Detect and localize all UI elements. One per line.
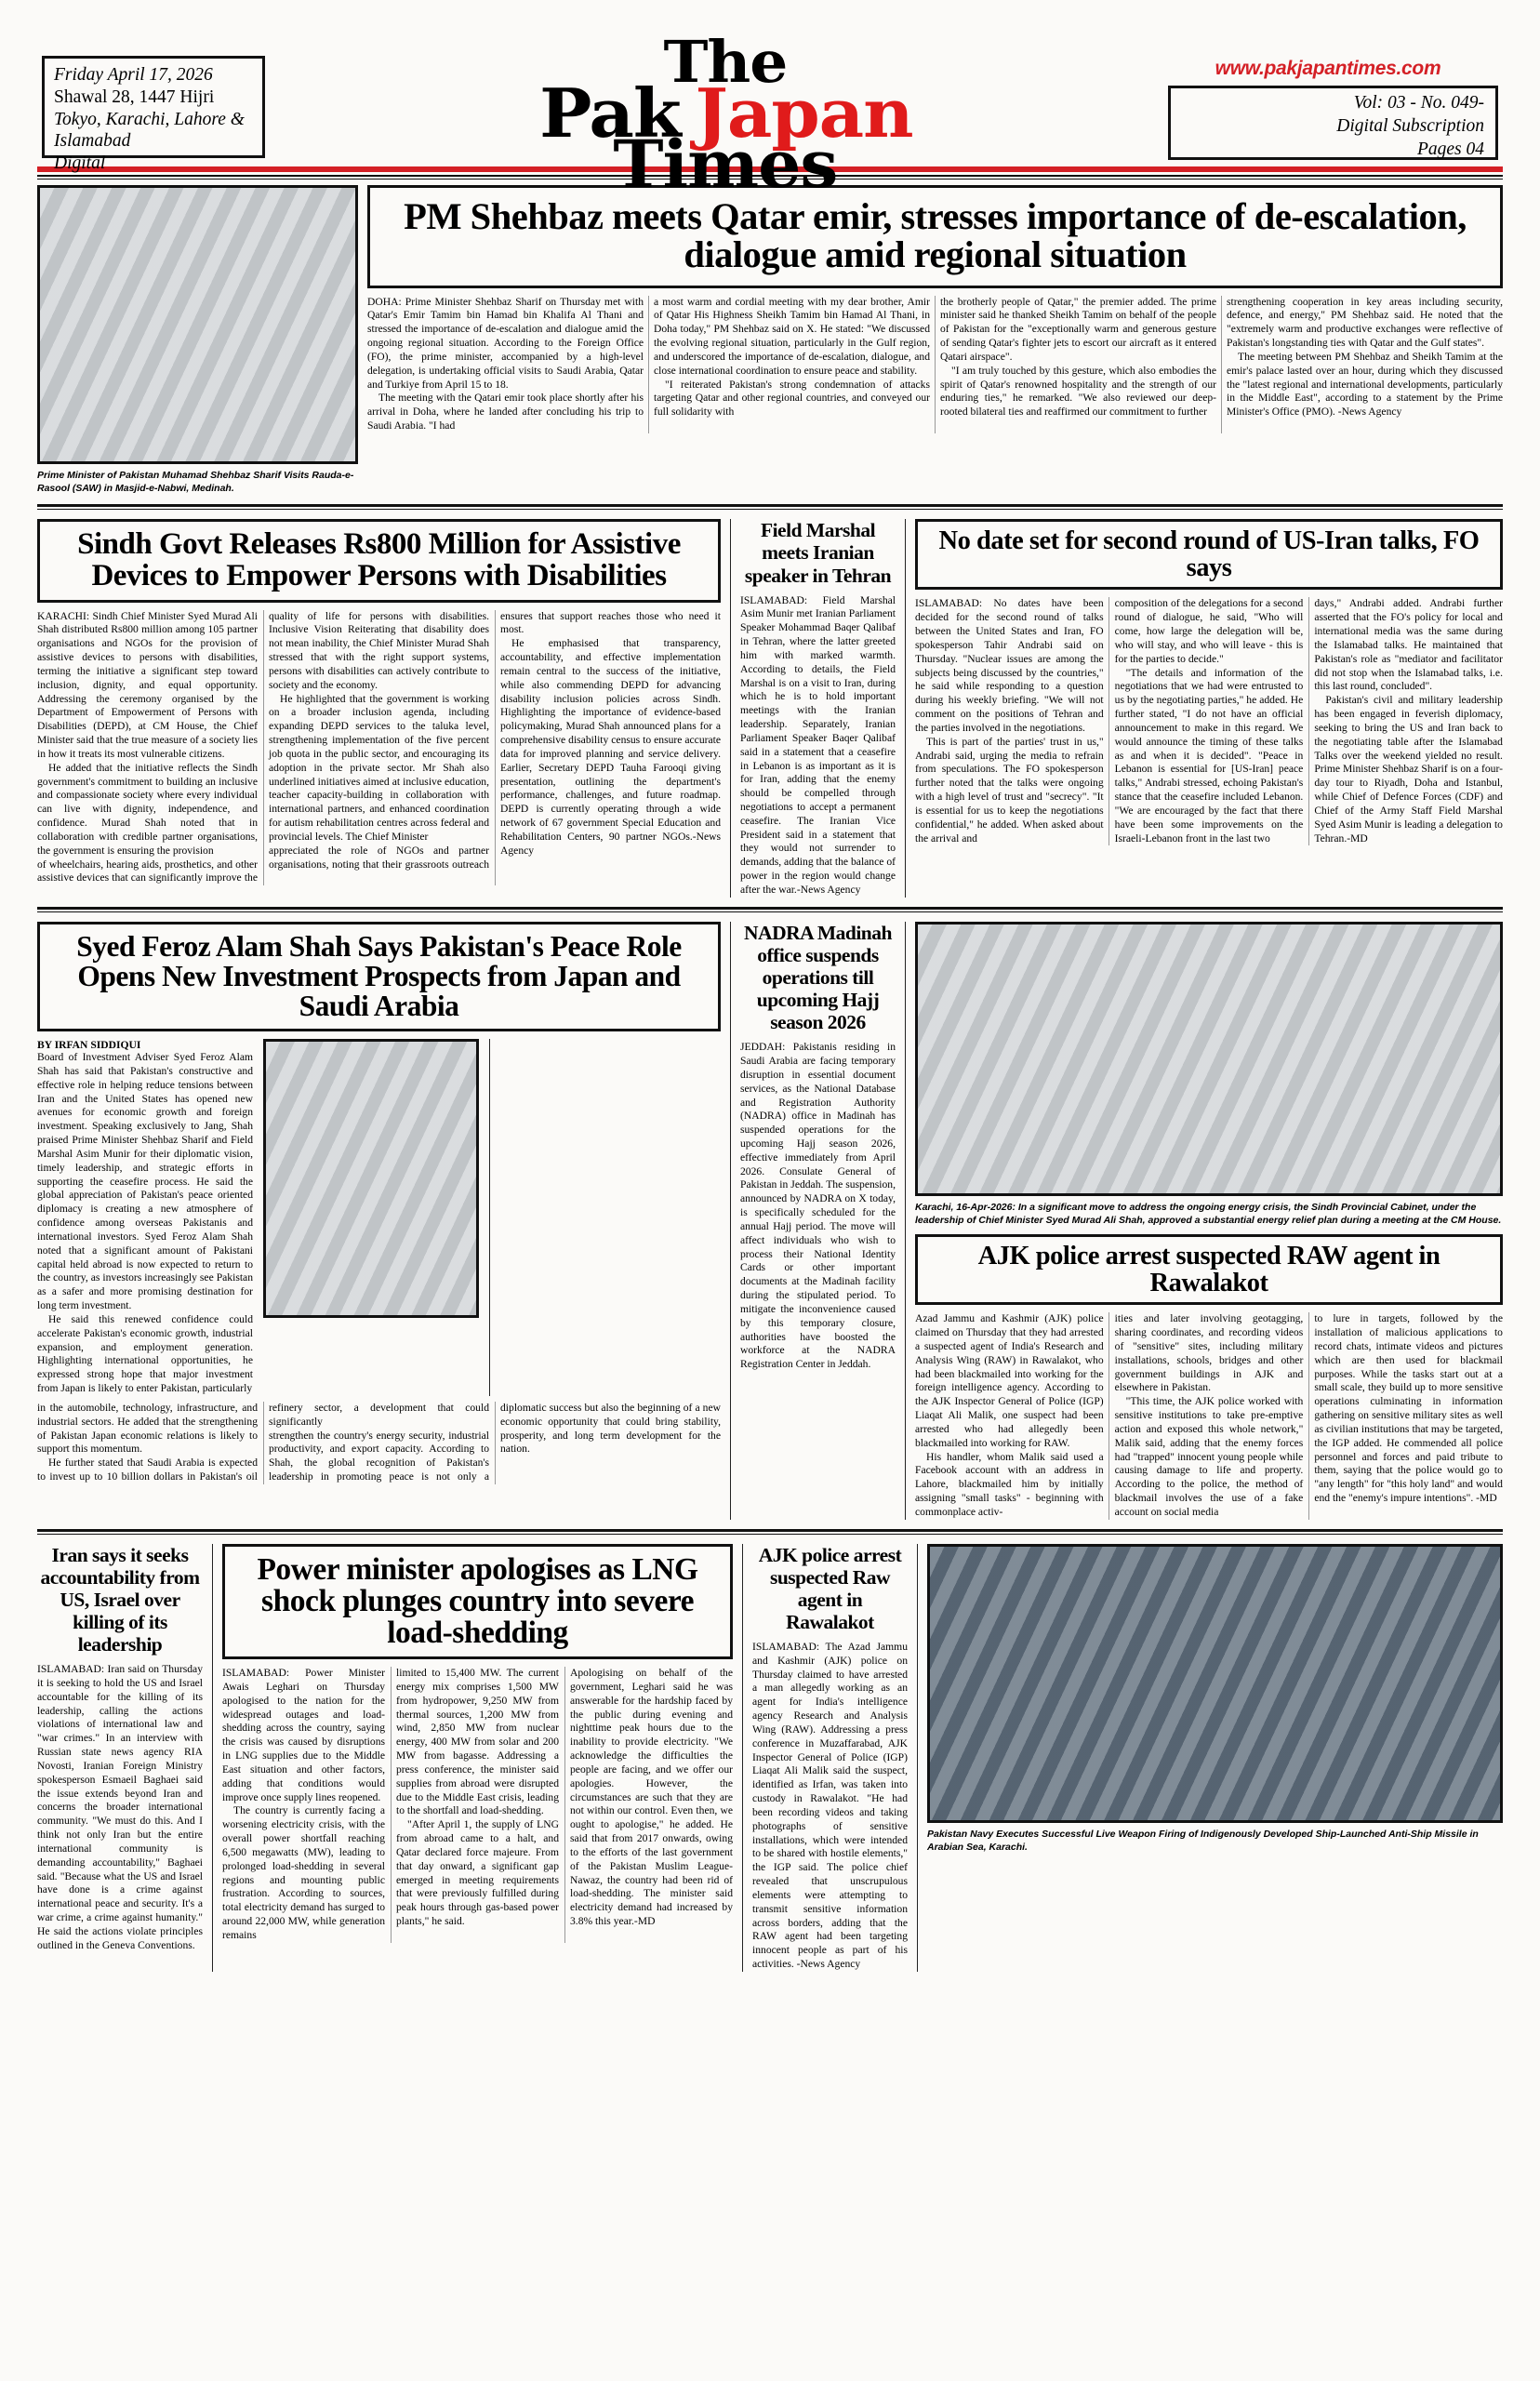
website-url[interactable]: www.pakjapantimes.com: [1215, 58, 1441, 79]
sindh-col3b: He emphasised that transparency, accountability, and effective implementation remain central to the success of the initiative, while also commending DEPD for advancing disability inclusion policies across Sindh. Highlighting the importance of evidence-based policymaking, Murad Shah announced plans for a comprehensive disability census to ensure accurate data for improved planning and service delivery. Earlier, Secretary DEPD Tauha Farooqi giving presentation, outlining the department's performance, challenges, and future roadmap. DEPD is currently operating through a wide network of 67 government Special Education and Rehabilitation Centers, 90 partner NGOs.-News Agency: [500, 637, 721, 857]
feroz-headline-box: [37, 922, 721, 1031]
ajk-col1b: His handler, whom Malik said used a Facebook account with an address in Lahore, blackmailed him by initially assigning "small tasks" - beginning with commonplace activ-: [915, 1450, 1104, 1518]
nadra-body: JEDDAH: Pakistanis residing in Saudi Arabia are facing temporary disruption in essential document services, as the National Database and Registration Authority (NADRA) office in Madinah has suspended operations for the upcoming Hajj season 2026, effective immediately from April 2026. Consulate General of Pakistan in Jeddah. The suspension, announced by NADRA on X today, is specifically scheduled for the annual Hajj period. The move will affect individuals who wish to process their National Identity Cards or other important documents at the Madinah facility during the stipulated period. To mitigate the inconvenience caused by this temporary closure, authorities have boosted the workforce at the NADRA Registration Center in Jeddah.: [740, 1041, 896, 1371]
power-col1: ISLAMABAD: Power Minister Awais Leghari on Thursday apologised to the nation for the widespread outages and load-shedding across the country, saying the crisis was caused by disruptions in LNG supplies due to the Middle East situation and other factors, adding that conditions would improve once supply lines reopened.: [222, 1667, 385, 1803]
cm-house-caption: Karachi, 16-Apr-2026: In a significant move to address the ongoing energy crisis, the Sindh Provincial Cabinet, under the leadership of Chief Minister Syed Murad Ali Shah, approved a substantial energy relief plan during a meeting at the CM House.: [915, 1201, 1502, 1226]
us-iran-body: [915, 597, 1503, 845]
lead-photo: [37, 185, 358, 464]
navy-missile-photo: [927, 1544, 1503, 1823]
feroz-col-right-wrap: [489, 1039, 721, 1396]
nadra-headline[interactable]: NADRA Madinah office suspends operations till upcoming Hajj season 2026: [744, 921, 892, 1034]
band-four: [37, 1544, 1503, 1972]
feroz-body-bottom: [37, 1402, 721, 1484]
feroz-col2: in the automobile, technology, infrastructure, and industrial sectors. He added that the strengthening of Pakistan Japan economic relations is likely to support this momentum.: [37, 1401, 258, 1456]
feroz-col3: strengthen the country's energy security, industrial productivity, and export capacity. According to Shah, the global recognition of Pakistan's leadership in promoting peace is not only a diplomatic success but also the beginning of a new economic opportunity that could bring stability, prosperity, and long term development for the nation.: [269, 1401, 721, 1483]
lead-text-block: [367, 185, 1503, 495]
sindh-col2b: He highlighted that the government is working on a broader inclusion agenda, including expanding DEPD services to the taluka level, strengthening implementation of the five percent job quota in the public sector, and encouraging its adoption in the private sector. Mr Shah also underlined initiatives aimed at inclusive education, teacher capacity-building in collaboration with international partners, and enhanced coordination for autism rehabilitation centres across federal and provincial levels. The Chief Minister: [269, 692, 489, 843]
feroz-headline[interactable]: Syed Feroz Alam Shah Says Pakistan's Peace Role Opens New Investment Prospects from Japan and Saudi Arabia: [76, 929, 682, 1023]
iran-accountability-headline[interactable]: Iran says it seeks accountability from US, Israel over killing of its leadership: [40, 1543, 200, 1656]
nameplate-pak: Pak: [538, 73, 681, 153]
section-divider-1: [37, 504, 1503, 507]
editions-line1: Tokyo, Karachi, Lahore &: [54, 109, 245, 129]
field-marshal-headline[interactable]: Field Marshal meets Iranian speaker in Tehran: [744, 519, 892, 587]
power-col3: Apologising on behalf of the government, Leghari said he was answerable for the hardship faced by the public during evening and nighttime peak hours due to the inability to provide electricity. "We acknowledge the difficulties the people are facing, and we offer our apologies. However, the circumstances are such that they are not within our control. Even then, we ought to apologise," he added. He said that from 2017 onwards, owing to the efforts of the last government of the Pakistan Muslim League-Nawaz, the country had been rid of load-shedding. The minister said electricity demand had increased by 3.8% this year.-MD: [570, 1667, 733, 1928]
feroz-story: [37, 922, 721, 1520]
nameplate-japan: Japan: [695, 73, 913, 153]
iran-accountability-story: [37, 1544, 203, 1972]
editions-line3: Digital: [54, 153, 106, 174]
gregorian-date: Friday April 17, 2026: [54, 65, 213, 85]
navy-photo-caption: Pakistan Navy Executes Successful Live Weapon Firing of Indigenously Developed Ship-Launched Anti-Ship Missile in Arabian Sea, Karachi.: [927, 1828, 1479, 1853]
us-iran-col1: ISLAMABAD: No dates have been decided for the second round of talks between the United States and Iran, FO spokesperson Tahir Andrabi said on Thursday. "Nuclear issues are among the subjects being discussed by the countries," he said while responding to a question during his weekly briefing. "We will not comment on the positions of Tehran and the parties involved in the negotiations.: [915, 597, 1104, 734]
lead-col4-text: strengthening cooperation in key areas including security, defence, and energy," PM Shehbaz said. He noted that the "extremely warm and productive exchanges were reflective of Pakistan's longstanding ties with Qatar and the Gulf states".: [1227, 295, 1503, 350]
us-iran-col2b: "The details and information of the negotiations that we had were entrusted to us by the negotiating parties," he added. He further stated, "I do not have an official announcement to make in this regard. We would announce the timing of these talks as and when it is decided". "Peace in Lebanon is essential for [US-Iran] peace talks," Andrabi stressed, echoing Pakistan's stance that the ceasefire included Lebanon. "We are encouraged by the fact that there have been some improvements on the Israeli-Lebanon front in the last two: [1114, 666, 1304, 845]
page-count: Pages 04: [1416, 139, 1484, 159]
lead-col1b-text: The meeting with the Qatari emir took place shortly after his arrival in Doha, where he landed after concluding his trip to Saudi Arabia. "I had: [367, 392, 644, 432]
sindh-col2: of wheelchairs, hearing aids, prosthetics, and other assistive devices that can significantly improve the quality of life for persons with disabilities. Inclusive Vision Reiterating that disability does not mean inability, the Chief Minister Murad Shah stressed that with the right support systems, persons with disabilities can actively contribute to society and the economy.: [37, 609, 489, 885]
power-headline-box: [222, 1544, 733, 1659]
power-headline[interactable]: Power minister apologises as LNG shock plunges country into severe load-shedding: [257, 1551, 698, 1650]
power-col2b: "After April 1, the supply of LNG from abroad came to a halt, and Qatar declared force majeure. From that day onward, a significant gap emerged in meeting requirements that were previously fulfilled during peak hours through gas-based power plants," he said.: [396, 1818, 559, 1928]
feroz-byline: BY IRFAN SIDDIQUI: [37, 1039, 141, 1052]
ajk-small-story: [742, 1544, 908, 1972]
ajk-small-headline[interactable]: AJK police arrest suspected Raw agent in Rawalakot: [758, 1543, 902, 1633]
us-iran-col3: days," Andrabi added. Andrabi further asserted that the FO's policy for local and international media was the same during the Islamabad talks. He maintained that Pakistan's role as "mediator and facilitator did not stop when the Islamabad talks, i.e. this last round, concluded".: [1314, 597, 1503, 693]
date-box: [42, 56, 265, 174]
lead-headline[interactable]: PM Shehbaz meets Qatar emir, stresses importance of de-escalation, dialogue amid regional situation: [404, 195, 1467, 276]
lead-photo-caption: Prime Minister of Pakistan Muhamad Shehbaz Sharif Visits Rauda-e-Rasool (SAW) in Masjid-e-Nabwi, Medinah.: [37, 470, 354, 495]
ajk-column: [905, 922, 1503, 1520]
us-iran-col2: composition of the delegations for a second round of dialogue, he said, "Who will come, how large the delegation will be, who will stay, and who will leave - this is for the parties to decide.": [1114, 597, 1304, 665]
feroz-col1b: He said this renewed confidence could accelerate Pakistan's economic growth, industrial expansion, and employment generation. Highlighting international opportunities, he expressed strong hope that major investment from Japan is likely to enter Pakistan, particularly: [37, 1312, 253, 1395]
lead-body: [367, 296, 1503, 433]
ajk-col1: Azad Jammu and Kashmir (AJK) police claimed on Thursday that they had arrested a suspected agent of India's Research and Analysis Wing (RAW) in Rawalakot, who had been blackmailed into working for the foreign intelligence agency. According to the AJK Inspector General of Police (IGP) Liaqat Ali Malik, one suspect had been arrested who had allegedly been blackmailed into working for RAW.: [915, 1312, 1104, 1449]
sindh-col1b: He added that the initiative reflects the Sindh government's commitment to building an inclusive and compassionate society where every individual can live with dignity, independence, and confidence. Murad Shah noted that in collaboration with credible partner organisations, the government is ensuring the provision: [37, 761, 258, 857]
lead-story: [37, 185, 1503, 495]
feroz-content: [37, 1039, 721, 1396]
lead-photo-block: [37, 185, 358, 495]
ajk-headline-box: [915, 1234, 1503, 1305]
nameplate-the: The: [663, 28, 788, 96]
lead-col3b-text: "I am truly touched by this gesture, which also embodies the spirit of Qatar's renowned hospitality and the strength of our enduring ties," he remarked. "We also reviewed our deep-rooted bilateral ties and reaffirmed our commitment to further: [940, 364, 1216, 419]
navy-photo-block: [917, 1544, 1503, 1972]
volume-number: Vol: 03 - No. 049-: [1353, 93, 1484, 113]
us-iran-col1b: This is part of the parties' trust in us," Andrabi said, urging the media to refrain from speculations. The FO spokesperson further noted that the talks were ongoing with a high level of trust and "secrecy". "It is essential for us to keep the negotiations confidential," he added. When asked about the arrival and: [915, 735, 1104, 845]
us-iran-story: [905, 519, 1503, 897]
section-divider-3b: [37, 1534, 1503, 1535]
hijri-date: Shawal 28, 1447 Hijri: [54, 86, 215, 107]
feroz-col-left: [37, 1039, 253, 1396]
section-divider-3: [37, 1529, 1503, 1532]
iran-accountability-body: ISLAMABAD: Iran said on Thursday it is seeking to hold the US and Israel accountable for the killing of its leadership, calling the actions violations of international law and "war crimes." In an interview with Russian state news agency RIA Novosti, Iranian Foreign Ministry spokesperson Esmaeil Baghaei said the issue extends beyond Iran and concerns the broader international community. "We must do this. And I think not only Iran but the entire international community is demanding accountability," Baghaei said. "Because what the US and Israel have done is a crime against international peace and security. It's a war crime, a crime against humanity." He said the actions violate principles outlined in the Geneva Conventions.: [37, 1663, 203, 1951]
section-divider-1b: [37, 509, 1503, 510]
subscription-type: Digital Subscription: [1336, 115, 1484, 136]
power-col2: limited to 15,400 MW. The current energy mix comprises 1,500 MW from hydropower, 9,250 MW from thermal sources, 1,200 MW from wind, 2,850 MW from nuclear energy, 400 MW from solar and 200 MW from bagasse. Addressing a press conference, the minister said supplies from abroad were disrupted due to the Middle East crisis, leading to the shortfall and load-shedding.: [396, 1667, 559, 1817]
band-three: [37, 922, 1503, 1520]
lead-col1-text: DOHA: Prime Minister Shehbaz Sharif on Thursday met with Qatar's Emir Tamim bin Hamad bin Khalifa Al Thani and stressed the importance of de-escalation and dialogue amid the ongoing regional situation. According to the Foreign Office (FO), the prime minister, accompanied by a high-level delegation, is undertaking official visits to Saudi Arabia, Qatar and Turkiye from April 15 to 18.: [367, 295, 644, 391]
ajk-body: [915, 1312, 1503, 1519]
sindh-body: [37, 610, 721, 886]
power-minister-story: [212, 1544, 733, 1972]
ajk-small-body: ISLAMABAD: The Azad Jammu and Kashmir (AJK) police on Thursday claimed to have arrested a man allegedly working as an agent for India's intelligence agency Research and Analysis Wing (RAW). Addressing a press conference in Muzaffarabad, AJK Inspector General of Police (IGP) Liaqat Ali Malik said the suspect, identified as Irfan, was taken into custody in Rawalakot. "He had been recording videos and taking photographs of sensitive installations, which were intended to be shared with hostile elements," the IGP said. The police chief revealed that unscrupulous elements were attempting to transmit sensitive information across borders, adding that the RAW agent had been targeting innocent people as part of his activities. -News Agency: [752, 1641, 908, 1971]
lead-col2-text: a most warm and cordial meeting with my dear brother, Amir of Qatar His Highness Sheikh Tamim bin Hamad Al Thani, in Doha today," PM Shehbaz said on X. He stated: "We discussed the evolving regional situation, particularly in the Gulf region, and underscored the importance of de-escalation, dialogue, and close international coordination to ensure peace and stability.: [654, 295, 930, 377]
field-marshal-body: ISLAMABAD: Field Marshal Asim Munir met Iranian Parliament Speaker Mohammad Baqer Qalibaf in Tehran, where the latter greeted him with marked warmth. According to details, the Field Marshal is on a visit to Iran, during which he is to hold important meetings with the Iranian leadership. Separately, Iranian Parliament Speaker Baqer Qalibaf said in a statement that a ceasefire in Lebanon is as important as it is for Iran, adding that the enemy should be compelled through negotiations to accept a permanent ceasefire. The Iranian Vice President said in a statement that they would not surrender to demands, adding that the balance of power in the region would change after the war.-News Agency: [740, 593, 896, 896]
ajk-col3: to lure in targets, followed by the installation of malicious applications to record chats, intimate videos and pictures which are then used for blackmail purposes. While the tasks start out at a small scale, they build up to more sensitive operations culminating in information gathering on sensitive military sites as well as civilian institutions that may be targeted, the IGP added. He commended all police personnel and forces and paid tribute to them, saying that the police would go to "any length" for "this holy land" and would end the "enemy's impure intentions". -MD: [1314, 1312, 1503, 1505]
lead-col2b-text: "I reiterated Pakistan's strong condemnation of attacks targeting Qatar and other regional countries, and conveyed our full solidarity with: [654, 378, 930, 419]
section-divider-2: [37, 907, 1503, 910]
nameplate: [400, 28, 1051, 204]
nameplate-times: Times: [613, 126, 838, 204]
feroz-col2b: He further stated that Saudi Arabia is expected to invest up to 10 billion dollars in Pakistan's oil refinery sector, a development that could significantly: [37, 1401, 489, 1483]
nadra-story: [730, 922, 896, 1520]
lead-col4b-text: The meeting between PM Shehbaz and Sheikh Tamim at the emir's palace lasted over an hour, during which they discussed the "latest regional and international developments, particularly in the Middle East", according to a statement by the Prime Minister's Office (PMO). -News Agency: [1227, 350, 1503, 419]
ajk-headline[interactable]: AJK police arrest suspected RAW agent in Rawalakot: [977, 1242, 1440, 1298]
field-marshal-story: [730, 519, 896, 897]
us-iran-headline-box: [915, 519, 1503, 590]
band-two: [37, 519, 1503, 897]
section-divider-2b: [37, 911, 1503, 912]
power-col1b: The country is currently facing a worsening electricity crisis, with the overall power shortfall reaching 6,500 megawatts (MW), leading to prolonged load-shedding in several regions and mounting public frustration. According to sources, total electricity demand has surged to around 22,000 MW, while generation remains: [222, 1804, 385, 1941]
ajk-col2: ities and later involving geotagging, sharing coordinates, and recording videos of "sensitive" sites, including military installations, schools, bridges and other government buildings in AJK and elsewhere in Pakistan.: [1114, 1312, 1304, 1394]
lead-headline-box: [367, 185, 1503, 288]
ajk-col2b: "This time, the AJK police worked with sensitive institutions to take pre-emptive action and exposed this whole network," Malik said, adding that the enemy forces had "trapped" innocent young people while causing damage to life and property. According to the police, the method of blackmail involves the use of a fake account on social media: [1114, 1395, 1304, 1518]
volume-box: [1168, 86, 1498, 160]
sindh-headline-box: [37, 519, 721, 602]
sindh-col3: appreciated the role of NGOs and partner organisations, noting that their grassroots outreach ensures that support reaches those who need it most.: [269, 609, 721, 871]
sindh-headline[interactable]: Sindh Govt Releases Rs800 Million for Assistive Devices to Empower Persons with Disabilities: [77, 527, 681, 592]
feroz-portrait-photo: [263, 1039, 479, 1318]
power-body: [222, 1667, 733, 1943]
us-iran-col3b: Pakistan's civil and military leadership has been engaged in feverish diplomacy, seeking to bring the US and Iran back to the negotiating table after the Islamabad Talks over the weekend yielded no result. Prime Minister Shehbaz Sharif is on a four-day tour to Riyadh, Doha and Istanbul, while Chief of Defence Forces (CDF) and Chief of the Army Staff Field Marshal Syed Asim Munir is leading a delegation to Tehran.-MD: [1314, 694, 1503, 845]
lead-col3-text: the brotherly people of Qatar," the premier added. The prime minister said he thanked Sheikh Tamim on behalf of the people of Pakistan for the "exceptionally warm and generous gesture of sending Qatar's fighter jets to escort our aircraft as it entered Qatari airspace".: [940, 295, 1216, 363]
us-iran-headline[interactable]: No date set for second round of US-Iran talks, FO says: [938, 526, 1480, 583]
feroz-col1: Board of Investment Adviser Syed Feroz Alam Shah has said that Pakistan's constructive and effective role in helping reduce tensions between Iran and the United States has opened new avenues for economic growth and foreign investment. Speaking exclusively to Jang, Shah praised Prime Minister Shehbaz Sharif and Field Marshal Asim Munir for their diplomatic vision, timely leadership, and strategic efforts in supporting the ceasefire process. He said the global appreciation of Pakistan's peace oriented diplomacy is creating a new atmosphere of confidence among overseas Pakistanis and international investors. Syed Feroz Alam Shah noted that a significant amount of Pakistani capital held abroad is now expected to return to the country, as investors increasingly see Pakistan as a safer and more promising destination for long term investment.: [37, 1051, 253, 1312]
sindh-col1: KARACHI: Sindh Chief Minister Syed Murad Ali Shah distributed Rs800 million among 105 partner organisations and NGOs for the provision of assistive devices to persons with disabilities, terming the initiative a significant step toward inclusion, dignity, and equal opportunity. Addressing the ceremony organised by the Department of Empowerment of Persons with Disabilities (DEPD), at CM House, the Chief Minister said that the true measure of a society lies in how it treats its most vulnerable citizens.: [37, 609, 258, 760]
cm-house-photo: [915, 922, 1503, 1196]
lead-para-1: [367, 296, 644, 392]
sindh-story: [37, 519, 721, 897]
masthead: [37, 28, 1503, 204]
editions-line2: Islamabad: [54, 131, 131, 152]
